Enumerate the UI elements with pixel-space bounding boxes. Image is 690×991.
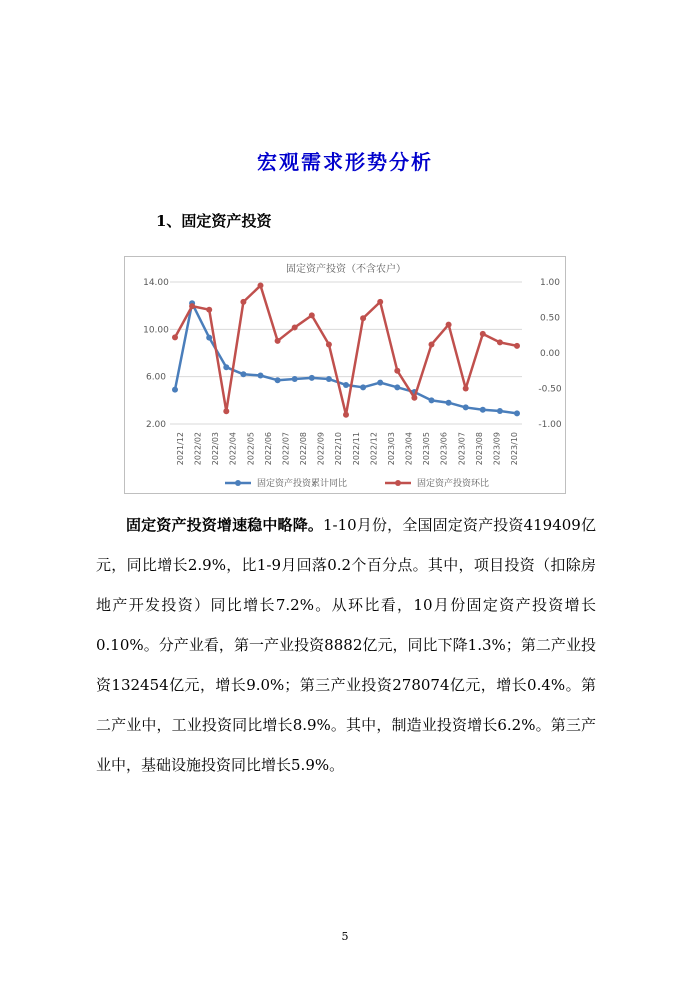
chart-title: 固定资产投资（不含农户） — [286, 264, 406, 275]
series-1-point — [223, 364, 229, 370]
x-axis-tick-label: 2022/06 — [263, 432, 273, 466]
series-2-point — [275, 338, 281, 344]
right-axis-tick-label: 0.50 — [539, 313, 561, 324]
left-axis-tick-label: 6.00 — [145, 372, 167, 383]
series-1-point — [206, 335, 212, 341]
left-axis-tick-label: 14.00 — [143, 278, 169, 288]
x-axis-tick-label: 2022/04 — [228, 432, 238, 466]
series-1-point — [326, 376, 332, 382]
legend-marker-1 — [235, 480, 241, 486]
paragraph-lead: 固定资产投资增速稳中略降。 — [126, 516, 324, 534]
series-1-point — [309, 375, 315, 381]
right-axis-tick-label: -1.00 — [538, 420, 562, 430]
series-2-point — [411, 395, 417, 401]
paragraph-body: 1-10月份，全国固定资产投资419409亿元，同比增长2.9%，比1-9月回落0.2个百分点。其中，项目投资（扣除房地产开发投资）同比增长7.2%。从环比看，10月份固定资产投资增长0.10%。分产业看，第一产业投资8882亿元，同比下降1.3%；第二产业投资132454亿元，增长9.0%；第三产业投资278074亿元，增长0.4%。第二产业中，工业投资同比增长8.9%。其中，制造业投资增长6.2%。第三产业中，基础设施投资同比增长5.9%。 — [96, 516, 596, 774]
x-axis-tick-label: 2021/12 — [176, 432, 185, 466]
x-axis-tick-label: 2022/09 — [316, 432, 326, 466]
series-1-point — [258, 372, 264, 378]
series-1-point — [240, 371, 246, 377]
x-axis-tick-label: 2022/07 — [281, 432, 291, 466]
series-1-point — [429, 397, 435, 403]
x-axis-tick-label: 2023/06 — [439, 432, 449, 466]
series-line-2 — [175, 286, 517, 415]
series-2-point — [514, 343, 520, 349]
series-1-point — [497, 408, 503, 414]
series-2-point — [258, 283, 264, 289]
x-axis-tick-label: 2023/03 — [386, 432, 396, 466]
series-1-point — [463, 404, 469, 410]
right-axis-tick-label: 1.00 — [539, 278, 561, 288]
legend-label-2: 固定资产投资环比 — [417, 479, 490, 489]
series-1-point — [514, 410, 520, 416]
series-1-point — [377, 380, 383, 386]
body-paragraph — [96, 505, 596, 785]
x-axis-tick-label: 2022/03 — [211, 432, 221, 466]
right-axis-tick-label: -0.50 — [538, 384, 562, 395]
series-line-1 — [175, 303, 517, 413]
x-axis-tick-label: 2023/04 — [404, 432, 414, 466]
series-2-point — [497, 339, 503, 345]
x-axis-tick-label: 2022/08 — [299, 432, 309, 466]
chart-svg — [125, 257, 567, 495]
investment-chart — [124, 256, 566, 494]
series-2-point — [240, 299, 246, 305]
series-2-point — [172, 334, 178, 340]
legend-label-1: 固定资产投资累计同比 — [257, 479, 348, 489]
series-1-point — [360, 384, 366, 390]
x-axis-tick-label: 2022/10 — [334, 432, 344, 466]
left-axis-tick-label: 10.00 — [143, 325, 169, 336]
x-axis-tick-label: 2022/02 — [193, 432, 203, 466]
series-2-point — [189, 303, 195, 309]
series-2-point — [377, 299, 383, 305]
series-2-point — [292, 324, 298, 330]
left-axis-tick-label: 2.00 — [145, 420, 167, 430]
series-2-point — [360, 315, 366, 321]
series-2-point — [463, 386, 469, 392]
series-2-point — [223, 408, 229, 414]
series-1-point — [446, 400, 452, 406]
x-axis-tick-label: 2023/08 — [474, 432, 484, 466]
x-axis-tick-label: 2022/11 — [351, 432, 361, 466]
series-1-point — [172, 387, 178, 393]
right-axis-tick-label: 0.00 — [539, 349, 561, 359]
x-axis-tick-label: 2023/09 — [492, 432, 502, 466]
x-axis-tick-label: 2023/07 — [457, 432, 467, 466]
legend-marker-2 — [395, 480, 401, 486]
page-title: 宏观需求形势分析 — [257, 150, 433, 174]
series-2-point — [309, 312, 315, 318]
series-2-point — [394, 368, 400, 374]
series-2-point — [429, 341, 435, 347]
page-number: 5 — [341, 930, 349, 943]
series-1-point — [292, 376, 298, 382]
series-2-point — [326, 341, 332, 347]
series-1-point — [275, 377, 281, 383]
series-2-point — [206, 307, 212, 313]
x-axis-tick-label: 2022/12 — [369, 432, 379, 466]
series-1-point — [480, 407, 486, 413]
series-2-point — [480, 331, 486, 337]
x-axis-tick-label: 2023/05 — [422, 432, 432, 466]
x-axis-tick-label: 2022/05 — [246, 432, 256, 466]
series-1-point — [343, 382, 349, 388]
series-1-point — [394, 384, 400, 390]
series-2-point — [446, 322, 452, 328]
series-2-point — [343, 412, 349, 418]
x-axis-tick-label: 2023/10 — [510, 432, 519, 466]
section-heading: 1、固定资产投资 — [156, 212, 272, 230]
